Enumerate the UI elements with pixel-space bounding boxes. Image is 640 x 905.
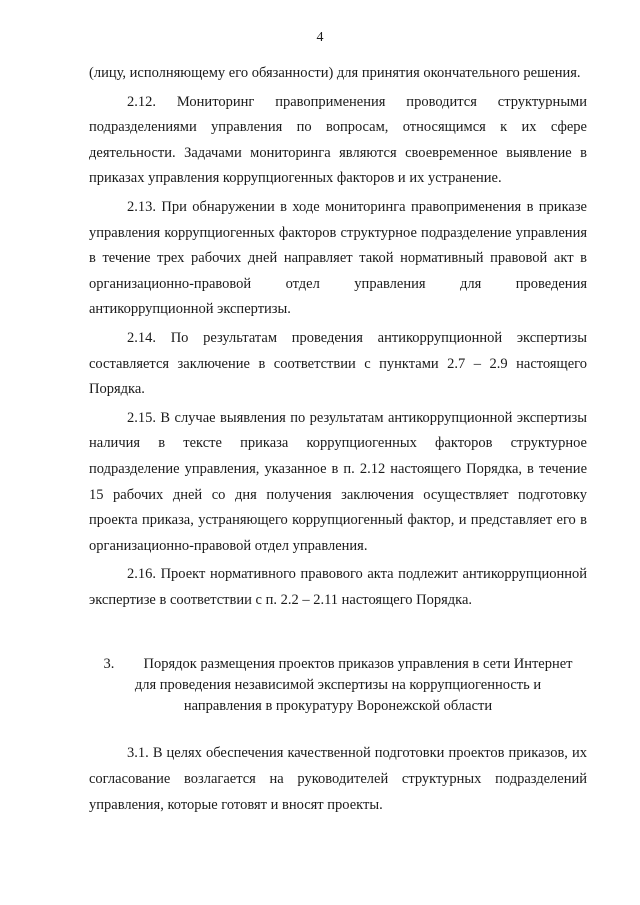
section-3-title-line1: Порядок размещения проектов приказов управления в сети Интернет (143, 656, 573, 673)
paragraph-2-13: 2.13. При обнаружении в ходе мониторинга правоприменения в приказе управления коррупциогенных факторов структурное подразделение управления в течение трех рабочих дней направляет такой нормативный правовой акт в организационно-правовой отдел управления для проведения антикоррупционной экспертизы. (89, 198, 587, 318)
paragraph-2-14: 2.14. По результатам проведения антикоррупционной экспертизы составляется заключение в соответствии с пунктами 2.7 – 2.9 настоящего Порядка. (89, 329, 587, 398)
page-number: 4 (316, 30, 324, 45)
section-3-number: 3. (103, 656, 115, 673)
section-3-title-line3: направления в прокуратуру Воронежской области (183, 698, 493, 715)
paragraph-2-16: 2.16. Проект нормативного правового акта подлежит антикоррупционной экспертизе в соответствии с п. 2.2 – 2.11 настоящего Порядка. (89, 566, 587, 608)
paragraph-2-12: 2.12. Мониторинг правоприменения проводится структурными подразделениями управления по вопросам, относящимся к их сфере деятельности. Задачами мониторинга являются своевременное выявление в приказах управления коррупциогенных факторов и их устранение. (89, 93, 587, 187)
paragraph-3-1: 3.1. В целях обеспечения качественной подготовки проектов приказов, их согласование возлагается на руководителей структурных подразделений управления, которые готовят и вносят проекты. (89, 745, 587, 813)
paragraph-2-15: 2.15. В случае выявления по результатам антикоррупционной экспертизы наличия в тексте приказа коррупциогенных факторов структурное подразделение управления, указанное в п. 2.12 настоящего Порядка, в течение 15 рабочих дней со дня получения заключения осуществляет подготовку проекта приказа, устраняющего коррупциогенный фактор, и представляет его в организационно-правовой отдел управления. (89, 409, 587, 554)
section-3-heading (89, 654, 587, 717)
section-3-heading-line1 (89, 654, 587, 675)
section-3-title-line2: для проведения независимой экспертизы на коррупциогенность и (134, 677, 542, 694)
paragraph-continuation: (лицу, исполняющему его обязанности) для принятия окончательного решения. (89, 65, 581, 81)
document-body (89, 61, 587, 818)
